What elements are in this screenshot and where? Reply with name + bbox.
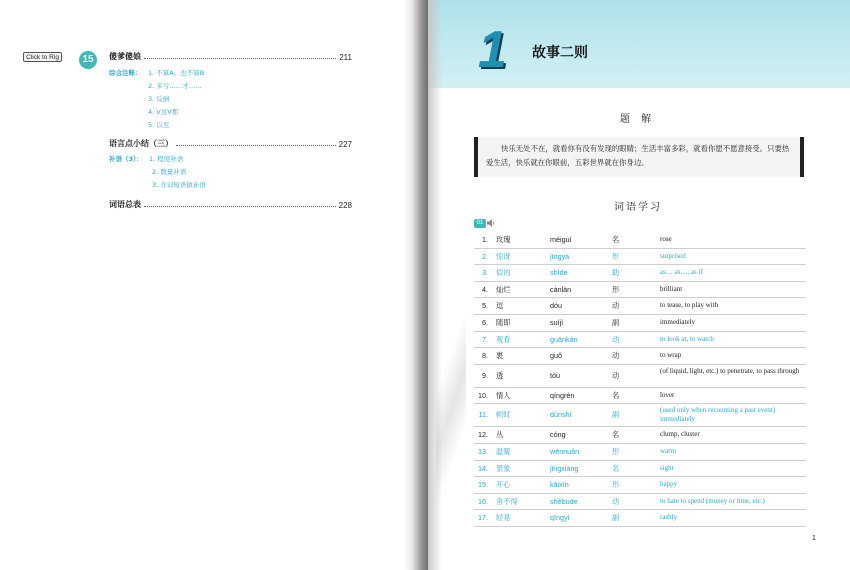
vocab-part-of-speech: 名 [612,463,620,473]
vocab-definition: brilliant [660,284,683,293]
vocab-number: 15. [478,480,488,490]
vocab-pinyin: shìde [550,268,568,278]
vocab-word: 随即 [496,317,511,327]
vocab-row [474,477,806,494]
toc-page: 228 [338,201,352,210]
lesson-number: 1 [478,21,507,79]
vocab-part-of-speech: 动 [612,370,620,380]
vocab-part-of-speech: 名 [612,235,620,244]
vocab-row [474,348,806,365]
vocab-word: 情人 [496,390,511,400]
vocab-row [474,404,806,427]
toc-title: 词语总表 [109,200,141,209]
vocab-definition: rashly [660,513,678,522]
vocab-pinyin: jīngyà [550,251,570,261]
toc-entry-vocabulary-list[interactable] [109,198,352,210]
vocab-definition: to look at, to watch [660,334,714,343]
vocab-row [474,265,806,282]
vocab-part-of-speech: 助 [612,268,620,278]
scan-watermark [436,300,466,520]
vocab-pinyin: dùnshí [550,410,572,420]
page-gutter-shadow [404,0,428,570]
vocab-definition: sight [660,463,674,472]
vocab-part-of-speech: 形 [612,284,620,294]
vocab-number: 14. [478,463,488,473]
speaker-icon[interactable] [486,218,495,228]
vocab-word: 透 [496,370,504,380]
vocab-pinyin: tòu [550,370,560,380]
toc-entry-grammar-summary[interactable] [109,137,352,149]
vocab-pinyin: cóng [550,430,566,440]
vocab-definition: (used only when recounting a past event) immediately [660,406,776,423]
toc-leader [144,206,336,207]
vocab-definition: lover [660,390,675,399]
vocab-definition: clump, cluster [660,430,700,439]
vocab-number: 6. [482,317,488,327]
vocab-part-of-speech: 副 [612,513,620,523]
vocab-definition: surprised [660,251,686,260]
vocab-number: 5. [482,301,488,311]
toc-sub-item[interactable]: 2. 多亏……才…… [148,82,202,90]
vocab-part-of-speech: 副 [612,410,620,420]
vocab-number: 9. [482,370,488,380]
vocab-row [474,282,806,299]
toc-title: 傻爹傻娘 [109,52,141,61]
toc-sub-item[interactable]: 1. 程度补语 [149,155,184,163]
vocab-part-of-speech: 动 [612,301,620,311]
vocab-pinyin: dòu [550,301,562,311]
page-number: 1 [812,535,816,542]
vocab-part-of-speech: 动 [612,496,620,506]
toc-page: 227 [338,140,352,149]
toc-sub-item[interactable]: 1. 不算A，也不算B [148,69,205,77]
vocab-row [474,427,806,444]
toc-sub-item[interactable]: 3. 介词短语做补语 [152,181,206,189]
toc-sub-item[interactable]: 3. 反倒 [148,95,170,103]
toc-entry-lesson-15[interactable] [109,50,352,62]
intro-text: 快乐无处不在，就看你有没有发现的眼睛；生活丰富多彩，就看你愿不愿意接受。只要热爱生活，快乐就在你眼前，五彩世界就在你身边。 [486,144,790,167]
vocab-definition: to tease, to play with [660,301,719,310]
vocab-pinyin: wēnnuǎn [550,446,580,456]
toc-leader [144,58,336,59]
vocab-word: 丛 [496,430,504,440]
vocab-row [474,298,806,315]
vocab-row [474,365,806,388]
click-to-right-button[interactable]: Click to Rig [23,52,62,62]
vocab-pinyin: qīngyì [550,513,570,523]
lesson-15-badge: 15 [79,51,97,69]
vocab-part-of-speech: 形 [612,480,620,490]
vocab-number: 1. [482,235,488,244]
vocab-number: 16. [478,496,488,506]
vocab-word: 玫瑰 [496,235,511,244]
vocab-word: 景象 [496,463,511,473]
toc-leader [176,145,336,146]
vocab-number: 10. [478,390,488,400]
vocab-pinyin: jǐngxiàng [550,463,579,473]
toc-sub-item[interactable]: 4. V这V那 [148,108,179,116]
vocab-pinyin: guānkàn [550,334,578,344]
section-title-vocabulary: 词语学习 [614,202,662,213]
vocab-definition: warm [660,446,676,455]
vocab-word: 似的 [496,268,511,278]
vocab-number: 7. [482,334,488,344]
vocabulary-table [474,232,806,527]
vocab-pinyin: cànlàn [550,284,572,294]
vocab-number: 12. [478,430,488,440]
vocab-pinyin: méiguì [550,235,572,244]
intro-box [474,137,804,177]
toc-sub-item[interactable]: 5. 以至 [148,121,170,129]
vocab-row [474,461,806,478]
vocab-part-of-speech: 动 [612,334,620,344]
vocab-row [474,332,806,349]
vocab-row [474,249,806,266]
lesson-title: 故事二则 [532,45,588,61]
vocab-definition: to hate to spend (money or time, etc.) [660,496,765,505]
audio-track-icon[interactable]: 01 [474,219,486,228]
vocab-row [474,315,806,332]
vocab-row [474,444,806,461]
vocab-word: 逗 [496,301,504,311]
vocab-word: 轻易 [496,513,511,523]
vocab-pinyin: kāixīn [550,480,569,490]
toc-sub-item[interactable]: 2. 数量补语 [152,168,187,176]
section-title-intro: 题 解 [620,114,656,125]
vocab-part-of-speech: 动 [612,351,620,361]
vocab-word: 温暖 [496,446,511,456]
vocab-pinyin: shěbude [550,496,578,506]
vocab-word: 顿时 [496,410,511,420]
vocab-definition: to wrap [660,351,682,360]
left-page [0,0,414,570]
vocab-word: 开心 [496,480,511,490]
vocab-row [474,494,806,511]
vocab-number: 3. [482,268,488,278]
vocab-number: 8. [482,351,488,361]
vocab-pinyin: qíngrén [550,390,575,400]
vocab-part-of-speech: 形 [612,446,620,456]
vocab-number: 11. [478,410,488,420]
vocab-definition: rose [660,235,672,243]
vocab-word: 裹 [496,351,504,361]
vocab-part-of-speech: 形 [612,251,620,261]
toc-sub-label: 补语（3）： [109,155,143,163]
vocab-word: 舍不得 [496,496,518,506]
vocab-number: 2. [482,251,488,261]
vocab-definition: happy [660,480,678,489]
vocab-part-of-speech: 副 [612,317,620,327]
vocab-row [474,388,806,405]
vocab-word: 惊讶 [496,251,511,261]
vocab-word: 观看 [496,334,511,344]
vocab-part-of-speech: 名 [612,390,620,400]
vocab-row [474,510,806,527]
vocab-pinyin: guǒ [550,351,562,361]
toc-sub-label: 综合注释： [109,69,142,77]
vocab-pinyin: suíjí [550,317,564,327]
vocab-row [474,232,806,249]
vocab-definition: as… as…, as if [660,268,703,277]
vocab-part-of-speech: 名 [612,430,620,440]
vocab-number: 17. [478,513,488,523]
toc-title: 语言点小结（三） [109,139,173,148]
toc-page: 211 [339,53,352,62]
vocab-word: 灿烂 [496,284,511,294]
vocab-definition: immediately [660,317,695,326]
vocab-number: 13. [478,446,488,456]
vocab-number: 4. [482,284,488,294]
vocab-definition: (of liquid, light, etc.) to penetrate, to pass through [660,366,800,375]
